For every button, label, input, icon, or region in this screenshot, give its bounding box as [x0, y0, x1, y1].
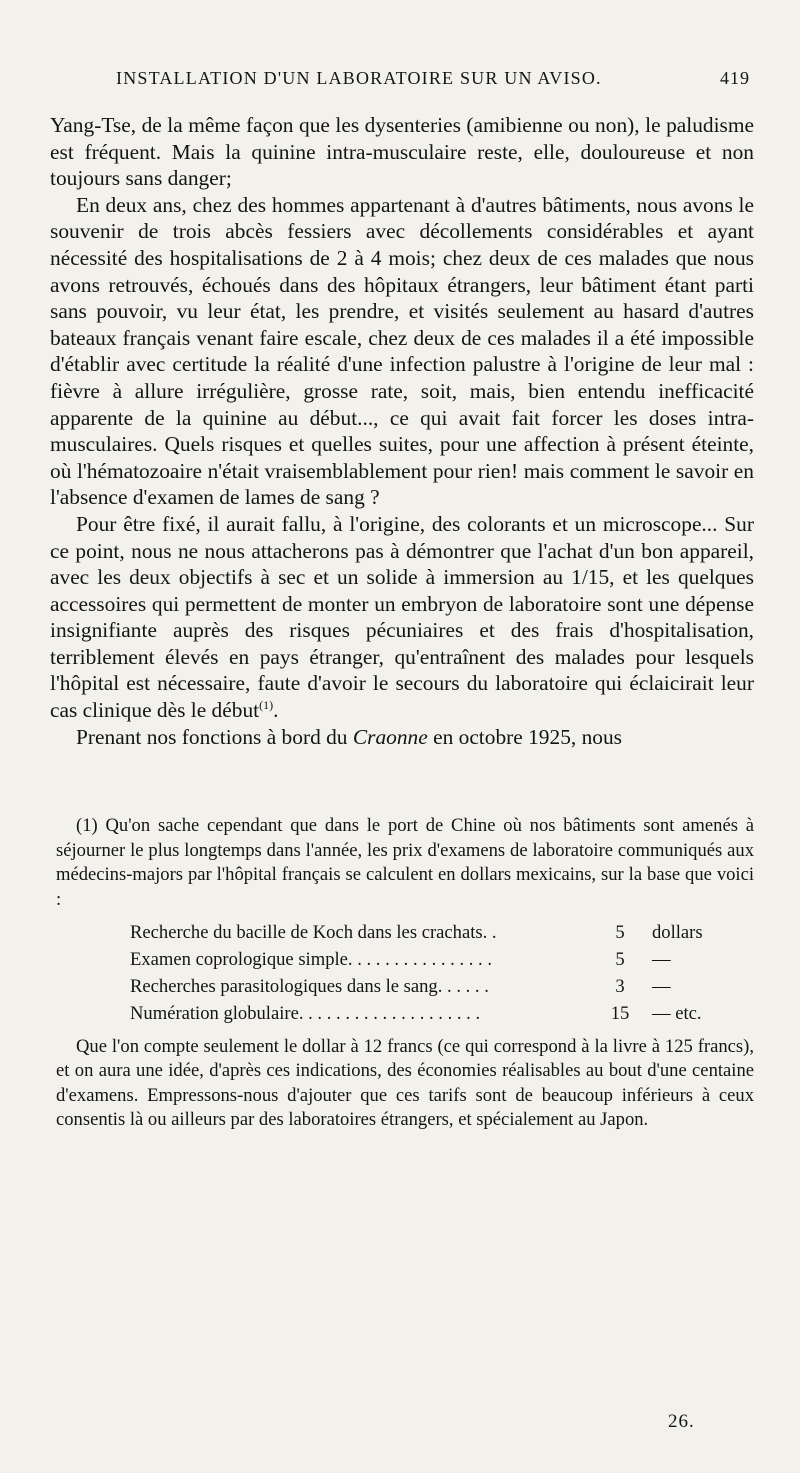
signature-mark: 26.	[668, 1411, 695, 1432]
price-row	[130, 973, 706, 1000]
footnote-intro	[56, 814, 754, 912]
exam-price: 5	[615, 948, 625, 970]
footnote-text: Qu'on sache cependant que dans le port de Chine où nos bâtiments sont amenés à séjourner le plus longtemps dans l'année, les prix d'examens de laboratoire communiqués aux médecins-majors par l'hôpital français se calculent en dollars mexicains, sur la base que voici :	[56, 815, 754, 911]
price-unit: dollars	[652, 921, 703, 943]
running-title: INSTALLATION D'UN LABORATOIRE SUR UN AVISO.	[116, 68, 602, 88]
price-row	[130, 946, 706, 973]
exam-name: Numération globulaire. . . . . . . . . . . . . . . . . . . .	[130, 1002, 481, 1024]
exam-name: Recherche du bacille de Koch dans les crachats. .	[130, 921, 497, 943]
paragraph-text: Pour être fixé, il aurait fallu, à l'origine, des colorants et un microscope... Sur ce point, nous ne nous attacherons pas à démontrer que l'achat d'un bon appareil, avec les deux objectifs à sec et un solide à immersion au 1/15, et les quelques accessoires qui permettent de monter un embryon de laboratoire sont une dépense insignifiante auprès des risques pécuniaires et des frais d'hospitalisation, terriblement élevés en pays étranger, qu'entraînent des malades pour lesquels l'hôpital est nécessaire, faute d'avoir le secours du laboratoire qui éclaicirait leur cas clinique dès le début	[50, 511, 754, 723]
running-header	[50, 68, 754, 112]
ship-name: Craonne	[352, 724, 428, 749]
paragraph	[50, 724, 754, 751]
exam-price: 15	[610, 1002, 630, 1024]
paragraph: En deux ans, chez des hommes appartenant à d'autres bâtiments, nous avons le souvenir de trois abcès fessiers avec décollements considérables et ayant nécessité des hospitalisations de 2 à 4 mois; chez deux de ces malades que nous avons retrouvés, échoués dans des hôpitaux étrangers, leur bâtiment étant parti sans pouvoir, vu leur état, les prendre, et visités seulement au hasard d'autres bateaux français venant faire escale, chez deux de ces malades il a été impossible d'établir avec certitude la réalité d'une infection palustre à l'origine de leur mal : fièvre à allure irrégulière, grosse rate, soit, mais, bien entendu inefficacité apparente de la quinine au début..., ce qui avait fait forcer les doses intra-musculaires. Quels risques et quelles suites, pour une affection à présent éteinte, où l'hématozoaire n'était vraisemblablement pour rien! mais comment le savoir en l'absence d'examen de lames de sang ?	[50, 192, 754, 510]
main-text	[50, 112, 754, 750]
exam-price: 5	[615, 921, 625, 943]
footnote-reference: (1)	[259, 697, 274, 712]
price-unit: — etc.	[652, 1002, 702, 1024]
paragraph: Pour être fixé, il aurait fallu, à l'origine, des colorants et un microscope... Sur ce point, nous ne nous attacherons pas à démontrer que l'achat d'un bon appareil, avec les deux objectifs à sec et un solide à immersion au 1/15, et les quelques accessoires qui permettent de monter un embryon de laboratoire sont une dépense insignifiante auprès des risques pécuniaires et des frais d'hospitalisation, terriblement élevés en pays étranger, qu'entraînent des malades pour lesquels l'hôpital est nécessaire, faute d'avoir le secours du laboratoire qui éclaicirait leur cas clinique dès le début$^{(1)}$.	[50, 511, 754, 723]
price-row	[130, 1000, 706, 1027]
paragraph: Yang-Tse, de la même façon que les dysenteries (amibienne ou non), le paludisme est fréquent. Mais la quinine intra-musculaire reste, elle, douloureuse et non toujours sans danger;	[50, 113, 754, 191]
page-number: 419	[720, 68, 750, 88]
footnote	[50, 814, 754, 1133]
paragraph-text: Prenant nos fonctions à bord du	[76, 724, 353, 749]
exam-price: 3	[615, 975, 625, 997]
exam-name: Examen coprologique simple. . . . . . . . . . . . . . . .	[130, 948, 493, 970]
price-unit: —	[652, 975, 671, 997]
price-unit: —	[652, 948, 671, 970]
paragraph-text: en octobre 1925, nous	[427, 724, 622, 749]
price-list	[130, 919, 706, 1027]
exam-name: Recherches parasitologiques dans le sang. . . . . .	[130, 975, 489, 997]
footnote-conclusion: Que l'on compte seulement le dollar à 12 francs (ce qui correspond à la livre à 125 francs), et on aura une idée, d'après ces indications, des économies réalisables au bout d'une centaine d'examens. Empressons-nous d'ajouter que ces tarifs sont de beaucoup inférieurs à ceux consentis là ou ailleurs par des laboratoires étrangers, et spécialement au Japon.	[56, 1035, 754, 1131]
footnote-marker: (1)	[76, 815, 98, 837]
price-row	[130, 919, 706, 946]
